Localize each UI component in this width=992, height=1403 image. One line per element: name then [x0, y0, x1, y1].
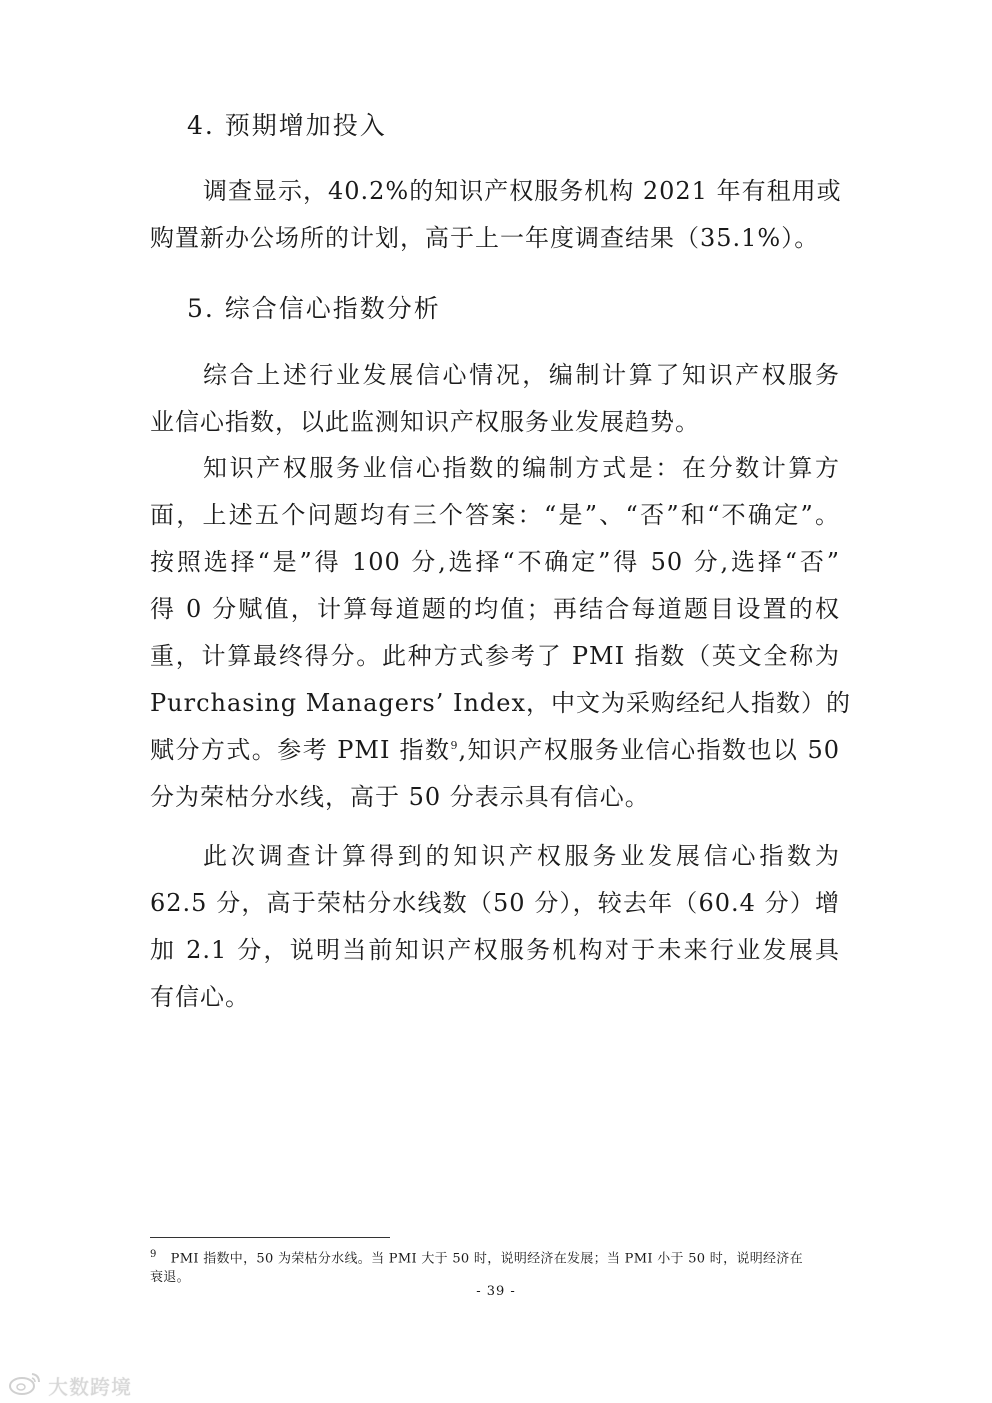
paragraph-line: 按照选择“是”得 100 分,选择“不确定”得 50 分,选择“否” [150, 548, 840, 576]
footnote-text: PMI 指数中，50 为荣枯分水线。当 PMI 大于 50 时，说明经济在发展；当 PMI 小于 50 时，说明经济在 [170, 1251, 803, 1267]
section-4-paragraph [150, 168, 840, 262]
paragraph-line: 调查显示，40.2%的知识产权服务机构 2021 年有租用或 [203, 177, 842, 205]
paragraph-line: 面，上述五个问题均有三个答案：“是”、“否”和“不确定”。 [150, 501, 840, 529]
watermark-text: 大数跨境 [48, 1374, 132, 1399]
section-5-paragraph-1 [150, 352, 840, 446]
paragraph-line: 62.5 分，高于荣枯分水线数（50 分），较去年（60.4 分）增 [150, 889, 840, 917]
paragraph-line: 分为荣枯分水线，高于 50 分表示具有信心。 [150, 783, 650, 811]
paragraph-line: Purchasing Managers’ Index，中文为采购经纪人指数）的 [150, 689, 852, 717]
paragraph-line: 有信心。 [150, 983, 250, 1011]
paragraph-line: 得 0 分赋值，计算每道题的均值；再结合每道题目设置的权 [150, 595, 840, 623]
watermark [8, 1370, 132, 1400]
paragraph-line: 此次调查计算得到的知识产权服务业发展信心指数为 [203, 842, 840, 870]
paragraph-line: 加 2.1 分，说明当前知识产权服务机构对于未来行业发展具 [150, 936, 840, 964]
footnote-divider [150, 1237, 390, 1238]
paragraph-line: 业信心指数，以此监测知识产权服务业发展趋势。 [150, 408, 700, 436]
footnote-reference[interactable]: 9 [450, 739, 459, 752]
footnote [150, 1245, 842, 1287]
section-5-paragraph-3 [150, 833, 840, 1021]
weibo-logo-icon [8, 1370, 42, 1400]
paragraph-line: 重，计算最终得分。此种方式参考了 PMI 指数（英文全称为 [150, 642, 840, 670]
paragraph-line: 知识产权服务业信心指数的编制方式是：在分数计算方 [203, 454, 840, 482]
paragraph-line: 购置新办公场所的计划，高于上一年度调查结果（35.1%）。 [150, 224, 820, 252]
paragraph-line [150, 727, 840, 774]
section-5-paragraph-2 [150, 445, 852, 821]
footnote-number: 9 [150, 1249, 157, 1260]
paragraph-text: ,知识产权服务业信心指数也以 50 [458, 736, 841, 764]
page-number: - 39 - [476, 1284, 516, 1299]
section-5-heading: 5. 综合信心指数分析 [187, 294, 441, 323]
footnote-line: 衰退。 [150, 1270, 190, 1286]
paragraph-text: 赋分方式。参考 PMI 指数 [150, 736, 451, 764]
paragraph-line: 综合上述行业发展信心情况，编制计算了知识产权服务 [203, 361, 840, 389]
footnote-line [150, 1245, 842, 1268]
section-4-heading: 4. 预期增加投入 [187, 111, 387, 140]
